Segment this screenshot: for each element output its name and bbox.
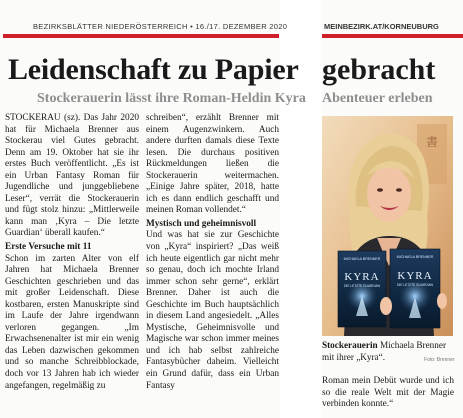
author-photo: [322, 116, 453, 336]
book-subtitle-label: DIE LETZTE GUARDIAN: [397, 283, 433, 287]
paragraph: Schon im zarten Alter von elf Jahren hat Michaela Brenner Geschichten geschrieben und das mit großer Leidenschaft. Diese kostbaren, ersten Manuskripte sind im Laufe der Jahre irgendwann verloren gegangen. „Im Erwachsenenalter ist mir ein wenig das Leben dazwischen gekommen und so manche Schreibblockade, doch vor 13 Jahren hab ich wieder angefangen, regelmäßig zu: [5, 253, 139, 391]
book-author-label: MICHAELA BRENNER: [343, 257, 381, 261]
caption-lead: Stockerauerin: [322, 340, 378, 350]
article-column-1: [5, 113, 139, 392]
header-left: BEZIRKSBLÄTTER NIEDERÖSTERREICH • 16./17. DEZEMBER 2020: [33, 22, 288, 31]
photo-credit: Foto: Brenner: [424, 357, 455, 363]
book-subtitle-label: DIE LETZTE GUARDIAN: [344, 284, 380, 288]
section-subhead: Mystisch und geheimnisvoll: [146, 218, 257, 229]
headline-right: gebracht: [322, 53, 436, 86]
header-right: MEINBEZIRK.AT/KORNEUBURG: [324, 22, 439, 31]
book-author-label: MICHAELA BRENNER: [396, 255, 434, 259]
article-continuation: Roman mein Debüt wurde und ich so die reale Welt mit der Magie verbinden konnte.“: [322, 376, 454, 410]
paragraph: Und was hat sie zur Geschichte von „Kyra“ inspiriert? „Das weiß ich heute eigentlich gar nicht mehr so genau, doch ich mochte Irland immer schon sehr gerne“, erklärt Brenner. Daher ist auch die Geschichte im Buch hauptsächlich in diesem Land angesiedelt. „Alles Mystische, Geheimnisvolle und Magische war schon immer meines und ich hab selbst zahlreiche Fantasybücher daheim. Vielleicht ein Grund dafür, dass ein Urban Fantasy: [146, 230, 279, 391]
svg-text:書: 書: [425, 135, 439, 149]
caption-text: Michaela Brenner mit ihrer „Kyra“.: [322, 340, 447, 362]
subheadline-left: Stockerauerin lässt ihre Roman-Heldin Kyra: [37, 91, 306, 106]
header-rule-left: [3, 34, 279, 38]
article-column-2: [146, 113, 279, 392]
paragraph: STOCKERAU (sz). Das Jahr 2020 hat für Michaela Brenner aus Stockerau viel Gutes gebracht. Denn am 19. Oktober hat sie ihr erstes Buch veröffentlicht. „Es ist ein Urban Fantasy Roman für Jugendliche und junggebliebene Leser“, verrät die Stockerauerin und fügt stolz hinzu: „Mittlerweile kann man ‚Kyra – Die letzte Guardian‘ überall kaufen.“: [5, 113, 139, 239]
book-cover: [338, 251, 386, 327]
section-subhead: Erste Versuche mit 11: [5, 242, 92, 253]
paragraph: schreiben“, erzählt Brenner mit einem Augenzwinkern. Auch andere durften damals diese Texte lesen. Die durchaus positiven Rückmeldungen ließen die Stockerauerin weitermachen. „Einige Jahre später, 2018, hatte ich es dann endlich geschafft und meinen Roman vollendet.“: [146, 113, 279, 216]
subheadline-right: Abenteuer erleben: [322, 91, 433, 106]
book-cover: [390, 249, 440, 328]
headline-left: Leidenschaft zu Papier: [8, 53, 299, 86]
header-rule-right: [322, 34, 463, 38]
book-title-label: KYRA: [397, 270, 433, 282]
book-title-label: KYRA: [344, 271, 380, 283]
